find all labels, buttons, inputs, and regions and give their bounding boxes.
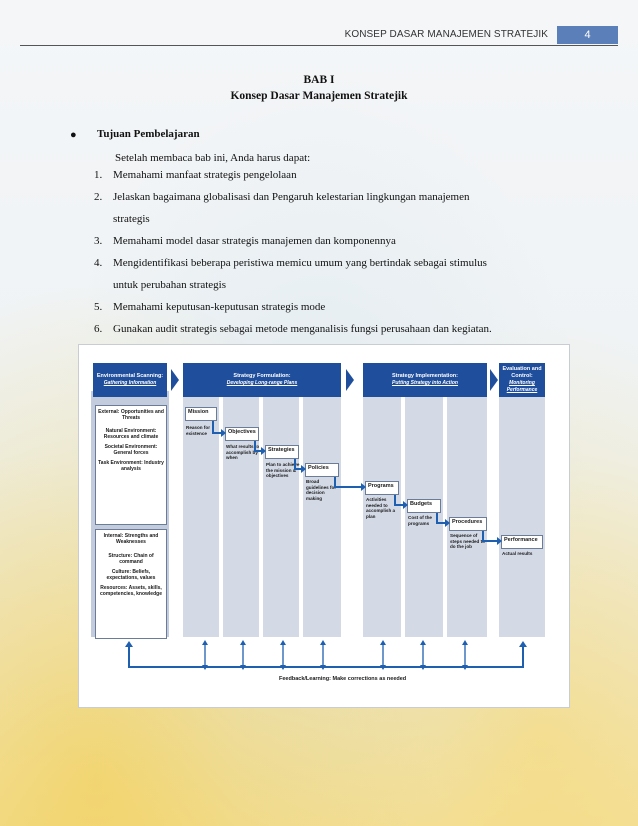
step-policies-desc: Broad guidelines for decision making <box>306 479 337 501</box>
objective-number: 6. <box>94 323 103 335</box>
header-divider <box>20 45 618 46</box>
internal-item: Structure: Chain of command <box>108 553 154 565</box>
internal-item: Resources: Assets, skills, competencies, knowledge <box>100 585 162 597</box>
objective-number: 3. <box>94 235 103 247</box>
step-objectives-desc: What results to accomplish by when <box>226 444 260 461</box>
objective-number: 5. <box>94 301 103 313</box>
step-mission: Mission <box>185 407 217 421</box>
objective-text: Gunakan audit strategis sebagai metode menganalisis fungsi perusahaan dan kegiatan. <box>113 323 492 335</box>
phase-title: Environmental Scanning: <box>96 373 164 379</box>
phase-title: Strategy Formulation: <box>233 373 291 379</box>
objective-text: Memahami manfaat strategis pengelolaan <box>113 169 297 181</box>
external-item: Societal Environment: General forces <box>104 444 158 456</box>
objective-text: untuk perubahan strategis <box>113 279 227 291</box>
objectives-heading: Tujuan Pembelajaran <box>97 128 200 140</box>
step-procedures: Procedures <box>449 517 487 531</box>
bullet-icon: ● <box>70 129 77 141</box>
phase-title: Strategy Implementation: <box>391 373 458 379</box>
feedback-label: Feedback/Learning: Make corrections as needed <box>279 676 407 682</box>
step-budgets: Budgets <box>407 499 441 513</box>
step-programs-desc: Activities needed to accomplish a plan <box>366 497 396 519</box>
internal-item: Culture: Beliefs, expectations, values <box>106 569 156 581</box>
external-item: Task Environment: Industry analysis <box>98 460 164 472</box>
step-objectives: Objectives <box>225 427 259 441</box>
objective-number: 2. <box>94 191 103 203</box>
step-budgets-desc: Cost of the programs <box>408 515 432 526</box>
strategic-management-model-diagram <box>78 344 570 708</box>
internal-title: Internal: Strengths and Weaknesses <box>103 533 159 545</box>
page-header <box>0 26 638 46</box>
external-item: Natural Environment: Resources and climate <box>103 428 159 440</box>
phase-subtitle: Monitoring Performance <box>506 380 538 393</box>
objective-text: strategis <box>113 213 150 225</box>
step-procedures-desc: Sequence of steps needed to do the job <box>450 533 485 550</box>
diagram-connectors <box>79 345 569 707</box>
step-mission-desc: Reason for existence <box>186 425 210 436</box>
phase-subtitle: Developing Long-range Plans <box>226 380 298 386</box>
objectives-intro: Setelah membaca bab ini, Anda harus dapat: <box>115 152 311 164</box>
step-policies: Policies <box>305 463 339 477</box>
page-number-badge: 4 <box>557 26 618 44</box>
step-strategies: Strategies <box>265 445 299 459</box>
objective-text: Memahami model dasar strategis manajemen dan komponennya <box>113 235 396 247</box>
phase-subtitle: Putting Strategy into Action <box>392 380 458 386</box>
objective-text: Jelaskan bagaimana globalisasi dan Pengaruh kelestarian lingkungan manajemen <box>113 191 470 203</box>
step-programs: Programs <box>365 481 399 495</box>
phase-subtitle: Gathering Information <box>103 380 157 386</box>
external-title: External: Opportunities and Threats <box>98 409 164 421</box>
phase-title: Evaluation and Control: <box>502 366 542 379</box>
step-performance: Performance <box>501 535 543 549</box>
running-header-title: KONSEP DASAR MANAJEMEN STRATEJIK <box>344 29 548 40</box>
chapter-label: BAB I <box>303 74 335 86</box>
objective-number: 4. <box>94 257 103 269</box>
step-strategies-desc: Plan to achieve the mission & objectives <box>266 462 300 479</box>
chapter-title: Konsep Dasar Manajemen Stratejik <box>230 90 408 102</box>
objective-text: Memahami keputusan-keputusan strategis mode <box>113 301 326 313</box>
objective-number: 1. <box>94 169 103 181</box>
step-performance-desc: Actual results <box>502 551 533 556</box>
objective-text: Mengidentifikasi beberapa peristiwa memicu umum yang bertindak sebagai stimulus <box>113 257 487 269</box>
